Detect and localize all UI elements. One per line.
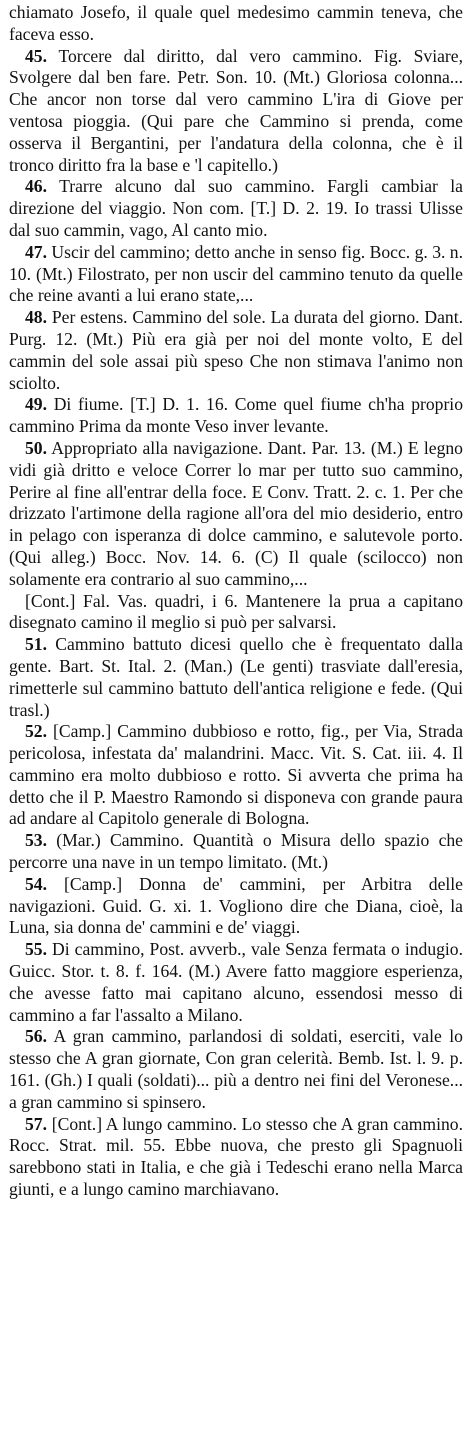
entry-number: 47. (25, 241, 47, 262)
entry-number: 46. (25, 176, 47, 197)
entry-text: (Mar.) Cammino. Quantità o Misura dello spazio che percorre una nave in un tempo limitato. (Mt.) (9, 830, 463, 873)
entry-text: chiamato Josefo, il quale quel medesimo cammin teneva, che faceva esso. (9, 2, 463, 44)
dictionary-entry-45 (9, 46, 463, 177)
entry-text: Di fiume. [T.] D. 1. 16. Come quel fiume ch'ha proprio cammino Prima da monte Veso inver levante. (9, 394, 463, 437)
entry-number: 49. (25, 394, 47, 415)
dictionary-entry-55 (9, 939, 463, 1026)
dictionary-entry-50 (9, 438, 463, 591)
entry-text: [Cont.] Fal. Vas. quadri, i 6. Mantenere la prua a capitano disegnato camino il meglio si può per salvarsi. (9, 590, 463, 633)
entry-number: 54. (25, 873, 47, 894)
entry-number: 55. (25, 939, 47, 960)
dictionary-entry-54 (9, 874, 463, 939)
entry-text: Cammino battuto dicesi quello che è frequentato dalla gente. Bart. St. Ital. 2. (Man.) (Le genti) trasviate dall'eresia, rimetterle sul cammino battuto dell'antica religione e fede. (Qui trasl.) (9, 634, 463, 720)
entry-number: 56. (25, 1026, 47, 1047)
dictionary-entry-56 (9, 1026, 463, 1113)
dictionary-entry-50-addendum (9, 591, 463, 635)
entry-text: [Cont.] A lungo cammino. Lo stesso che A gran cammino. Rocc. Strat. mil. 55. Ebbe nuova, che presto gli Spagnuoli sarebbono stati in Italia, e che già i Tedeschi erano nella Marca giunti, e a lungo camino marchiavano. (9, 1113, 464, 1200)
entry-number: 48. (25, 307, 47, 328)
dictionary-entry-48 (9, 307, 463, 394)
dictionary-entry-52 (9, 721, 463, 830)
entry-text: Di cammino, Post. avverb., vale Senza fermata o indugio. Guicc. Stor. t. 8. f. 164. (M.) Avere fatto maggiore esperienza, che avesse fatto mai capitano alcuno, essendosi messo di cammino a far l'assalto a Milano. (9, 939, 464, 1025)
entry-text: Appropriato alla navigazione. Dant. Par. 13. (M.) E legno vidi già dritto e veloce Correr lo mar per tutto suo cammino, Perire al fine all'entrar della foce. E Conv. Tratt. 2. c. 1. Per che drizzato l'artimone della ragione all'ora del mio desiderio, entro in pelago con isperanza di dolce cammino, e salutevole porto. (Qui alleg.) Bocc. Nov. 14. 6. (C) Il quale (scilocco) non solamente era contrario al suo cammino,... (9, 437, 463, 589)
entry-number: 50. (25, 437, 47, 458)
entry-text: A gran cammino, parlandosi di soldati, eserciti, vale lo stesso che A gran giornate, Con gran celerità. Bemb. Ist. l. 9. p. 161. (Gh.) I quali (soldati)... più a dentro nei fini del Veronese... a gran cammino si spinsero. (9, 1026, 463, 1112)
entry-text: Per estens. Cammino del sole. La durata del giorno. Dant. Purg. 12. (Mt.) Più era già per noi del monte volto, E del cammin del sole assai più speso Che non stimava l'animo non sciolto. (9, 307, 463, 393)
entry-continuation (9, 2, 463, 46)
entry-number: 45. (25, 45, 47, 66)
dictionary-entry-49 (9, 394, 463, 438)
entry-number: 53. (25, 830, 47, 851)
entry-text: Uscir del cammino; detto anche in senso fig. Bocc. g. 3. n. 10. (Mt.) Filostrato, per non uscir del cammino tenuto da quelle che reine avanti a lui erano state,... (9, 241, 463, 306)
entry-text: [Camp.] Cammino dubbioso e rotto, fig., per Via, Strada pericolosa, infestata da' malandrini. Macc. Vit. S. Cat. iii. 4. Il cammino era molto dubbioso e rotto. Si avverta che prima ha detto che il P. Maestro Ramondo si disponeva con grande paura ad andare al Capitolo generale di Bologna. (9, 721, 463, 829)
entry-number: 51. (25, 634, 47, 655)
dictionary-entry-53 (9, 830, 463, 874)
dictionary-entry-47 (9, 242, 463, 307)
entry-text: Trarre alcuno dal suo cammino. Fargli cambiar la direzione del viaggio. Non com. [T.] D. 2. 19. Io trassi Ulisse dal suo cammin, vago, Al canto mio. (9, 176, 463, 240)
dictionary-entry-46 (9, 176, 463, 241)
entry-number: 57. (25, 1113, 47, 1134)
dictionary-entry-57 (9, 1114, 463, 1201)
entry-number: 52. (25, 721, 47, 742)
entry-text: [Camp.] Donna de' cammini, per Arbitra delle navigazioni. Guid. G. xi. 1. Vogliono dire che Diana, cioè, la Luna, sia donna de' cammini e de' viaggi. (9, 873, 463, 938)
entry-text: Torcere dal diritto, dal vero cammino. Fig. Sviare, Svolgere dal ben fare. Petr. Son. 10. (Mt.) Gloriosa colonna... Che ancor non torse dal vero cammino L'ira di Giove per ventosa pioggia. (Qui pare che Cammino si prenda, come osserva il Bergantini, per l'andatura della colonna, che è il tronco diritto fra la base e 'l capitello.) (9, 45, 463, 175)
dictionary-entry-51 (9, 634, 463, 721)
